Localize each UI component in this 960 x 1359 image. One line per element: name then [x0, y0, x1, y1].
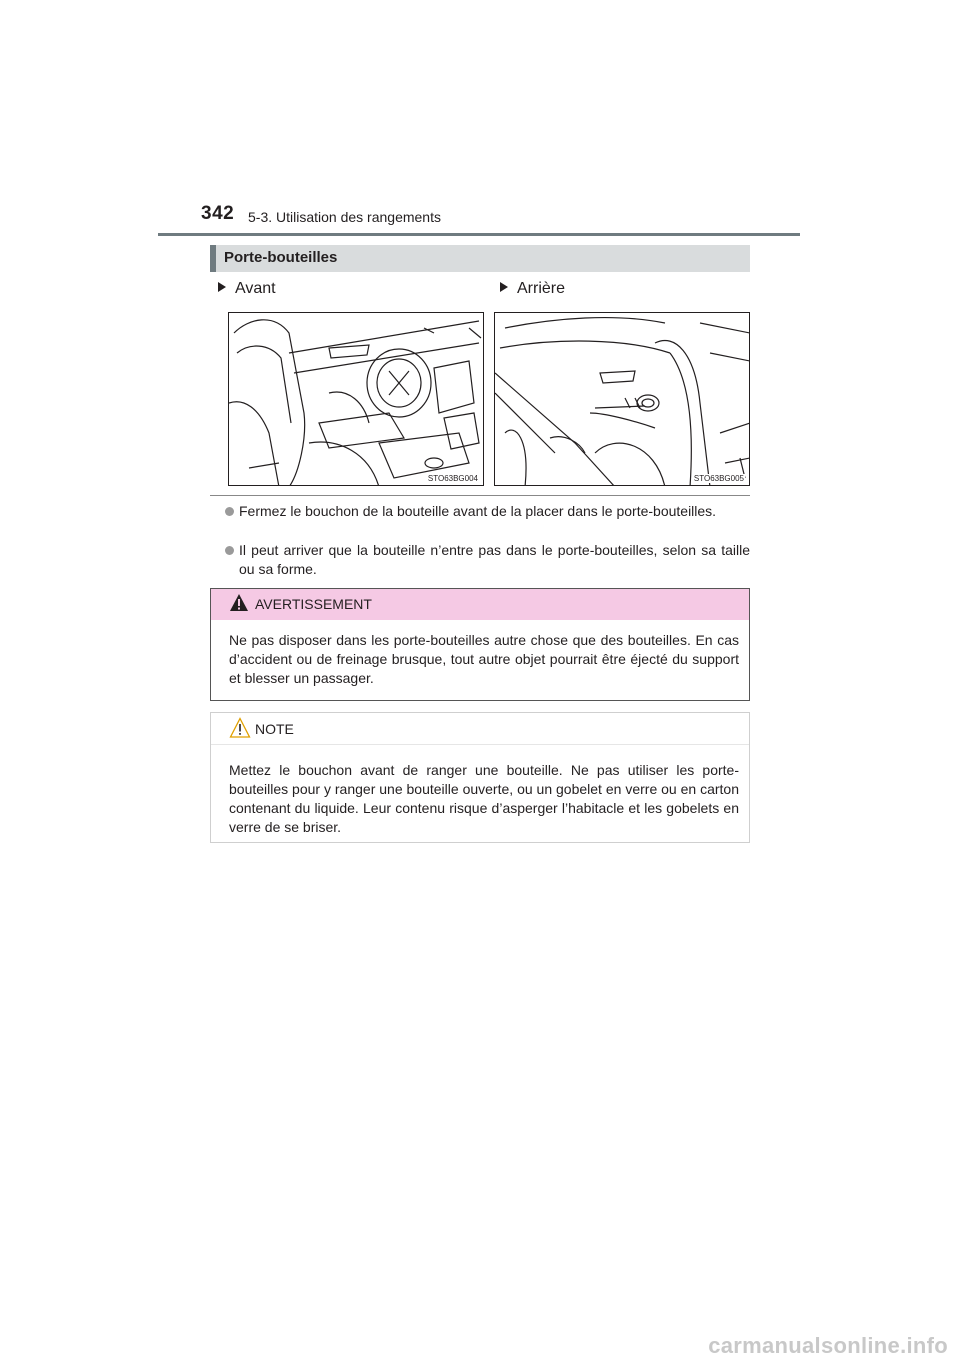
header-divider: [158, 233, 800, 236]
warning-text: Ne pas disposer dans les porte-bouteilles autre chose que des bouteilles. En cas d’accident ou de freinage brusque, tout autre objet pourrait être éjecté du support et blesser un passager.: [229, 632, 739, 686]
rear-cupholder-illustration: [494, 312, 750, 486]
chapter-title: 5-3. Utilisation des rangements: [248, 209, 441, 225]
watermark: carmanualsonline.info: [708, 1333, 948, 1358]
triangle-right-icon: [500, 282, 508, 292]
list-item: Fermez le bouchon de la bouteille avant de la placer dans le porte-bouteilles.: [225, 502, 750, 521]
note-text: Mettez le bouchon avant de ranger une bouteille. Ne pas utiliser les porte-bouteilles pour y ranger une bouteille ouverte, ou un gobelet en verre ou en carton contenant du liquide. Leur contenu risque d’asperger l’habitacle et les gobelets en verre de se briser.: [229, 762, 739, 835]
divider: [210, 495, 750, 496]
warning-triangle-icon: [229, 593, 249, 613]
illustration-code-rear: STO63BG005: [693, 474, 744, 483]
warning-header: [211, 589, 749, 620]
note-box: [210, 712, 750, 843]
section-accent-bar: [210, 245, 216, 272]
note-header: [211, 713, 749, 745]
bullet-dot-icon: [225, 546, 234, 555]
caution-triangle-outline-icon: [229, 717, 251, 739]
view-label-front: Avant: [218, 280, 276, 298]
bullet-dot-icon: [225, 507, 234, 516]
triangle-right-icon: [218, 282, 226, 292]
list-item: Il peut arriver que la bouteille n’entre pas dans le porte-bouteilles, selon sa taille ou sa forme.: [225, 541, 750, 579]
warning-label: AVERTISSEMENT: [255, 596, 372, 612]
illustration-code-front: STO63BG004: [427, 474, 478, 483]
front-cupholder-illustration: [228, 312, 484, 486]
warning-box: [210, 588, 750, 701]
note-label: NOTE: [255, 721, 294, 737]
section-title: Porte-bouteilles: [224, 249, 338, 266]
section-header: [210, 245, 750, 272]
page-number: 342: [201, 203, 235, 224]
view-label-rear: Arrière: [500, 280, 565, 298]
